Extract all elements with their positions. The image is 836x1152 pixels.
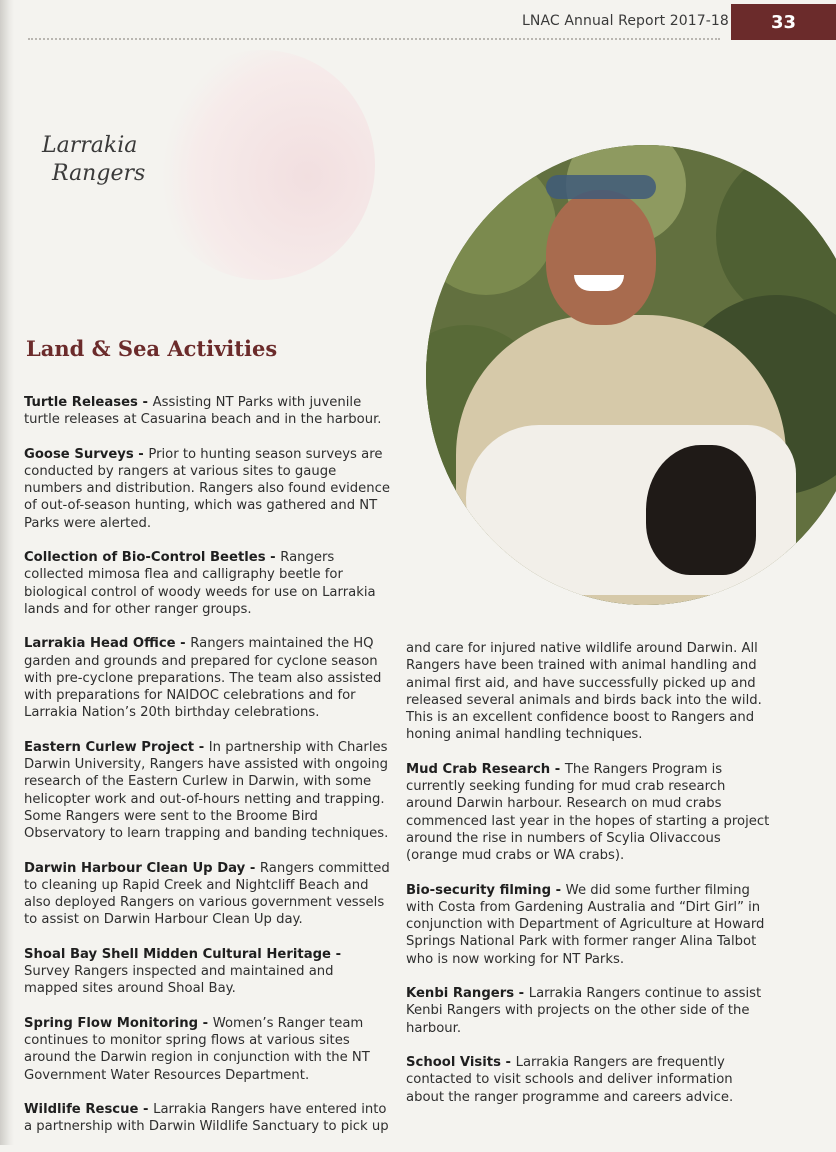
activity-text: Prior to hunting season surveys are conducted by rangers at various sites to gauge numbers and distribution. Rangers also found evidence of out-of-season hunting, which was gathered and NT Parks were alerted. <box>24 446 391 531</box>
activity-title: Darwin Harbour Clean Up Day - <box>24 861 260 876</box>
activity-item <box>24 946 390 998</box>
activity-text: Rangers collected mimosa flea and calligraphy beetle for biological control of woody weeds for use on Larrakia lands and for other ranger groups. <box>24 550 376 617</box>
section-title: Land & Sea Activities <box>26 336 278 361</box>
right-column <box>406 640 772 1123</box>
ranger-face <box>546 190 656 325</box>
activity-title: Goose Surveys - <box>24 447 148 462</box>
activity-text: Larrakia Rangers continue to assist Kenbi Rangers with projects on the other side of the harbour. <box>406 986 762 1036</box>
activity-item <box>24 1015 390 1084</box>
activity-text: The Rangers Program is currently seeking funding for mud crab research around Darwin harbour. Research on mud crabs commenced last year in the hopes of starting a project around the rise in numbers of Scylia Olivaccous (orange mud crabs or WA crabs). <box>406 761 770 864</box>
sunglasses-icon <box>546 175 656 199</box>
header-dotted-rule <box>28 38 720 40</box>
handwritten-note-line2: Rangers <box>52 161 146 186</box>
activity-title: Kenbi Rangers - <box>406 986 529 1001</box>
activity-item <box>24 446 390 532</box>
activity-item <box>24 549 390 618</box>
activity-title: Collection of Bio-Control Beetles - <box>24 550 280 565</box>
page-gutter-shadow <box>0 0 14 1145</box>
activity-item <box>406 985 772 1037</box>
activity-item <box>24 860 390 929</box>
activity-text: Rangers maintained the HQ garden and grounds and prepared for cyclone season with pre-cyclone preparations. The team also assisted with preparations for NAIDOC celebrations and for Larrakia Nation’s 20th birthday celebrations. <box>24 636 382 721</box>
activity-title: Spring Flow Monitoring - <box>24 1016 213 1031</box>
left-column <box>24 394 390 1152</box>
activity-item <box>24 739 390 843</box>
activity-title: Wildlife Rescue - <box>24 1102 153 1117</box>
activity-text: Larrakia Rangers have entered into a partnership with Darwin Wildlife Sanctuary to pick up <box>24 1101 389 1135</box>
report-header-title: LNAC Annual Report 2017-18 <box>522 13 729 29</box>
wildlife-rescue-continuation: and care for injured native wildlife around Darwin. All Rangers have been trained with animal handling and animal first aid, and have successfully picked up and released several animals and birds back into the wild. This is an excellent confidence boost to Rangers and honing animal handling techniques. <box>406 641 762 743</box>
handwritten-note <box>42 132 192 188</box>
activity-item <box>406 1054 772 1106</box>
activity-item <box>24 635 390 721</box>
activity-text: Larrakia Rangers are frequently contacted to visit schools and deliver information about the ranger programme and careers advice. <box>406 1054 734 1105</box>
activity-text: Rangers committed to cleaning up Rapid Creek and Nightcliff Beach and also deployed Rangers on various government vessels to assist on Darwin Harbour Clean Up day. <box>24 860 390 928</box>
activity-title: School Visits - <box>406 1055 516 1070</box>
activity-item <box>406 882 772 968</box>
activity-title: Eastern Curlew Project - <box>24 740 209 755</box>
activity-item <box>24 394 390 429</box>
activity-text: Women’s Ranger team continues to monitor spring flows at various sites around the Darwin region in conjunction with the NT Government Water Resources Department. <box>24 1015 370 1083</box>
ranger-photo <box>426 145 836 605</box>
handwritten-note-line1: Larrakia <box>42 133 138 158</box>
activity-text: In partnership with Charles Darwin University, Rangers have assisted with ongoing research of the Eastern Curlew in Darwin, with some helicopter work and out-of-hours netting and trapping. Some Rangers were sent to the Broome Bird Observatory to learn trapping and banding techniques. <box>24 739 389 842</box>
activity-item <box>406 761 772 865</box>
activity-title: Larrakia Head Office - <box>24 636 190 651</box>
page-number-badge: 33 <box>731 4 836 40</box>
activity-text: Survey Rangers inspected and maintained and mapped sites around Shoal Bay. <box>24 964 334 997</box>
activity-text: Assisting NT Parks with juvenile turtle releases at Casuarina beach and in the harbour. <box>24 395 382 428</box>
rescued-bird <box>646 445 756 575</box>
activity-text: We did some further filming with Costa from Gardening Australia and “Dirt Girl” in conjunction with Department of Agriculture at Howard Springs National Park with former ranger Alina Talbot who is now working for NT Parks. <box>406 882 765 967</box>
activity-title: Shoal Bay Shell Midden Cultural Heritage - <box>24 947 341 962</box>
activity-title: Bio-security filming - <box>406 883 566 898</box>
activity-title: Mud Crab Research - <box>406 762 565 777</box>
activity-title: Turtle Releases - <box>24 395 153 410</box>
activity-item <box>24 1101 390 1136</box>
